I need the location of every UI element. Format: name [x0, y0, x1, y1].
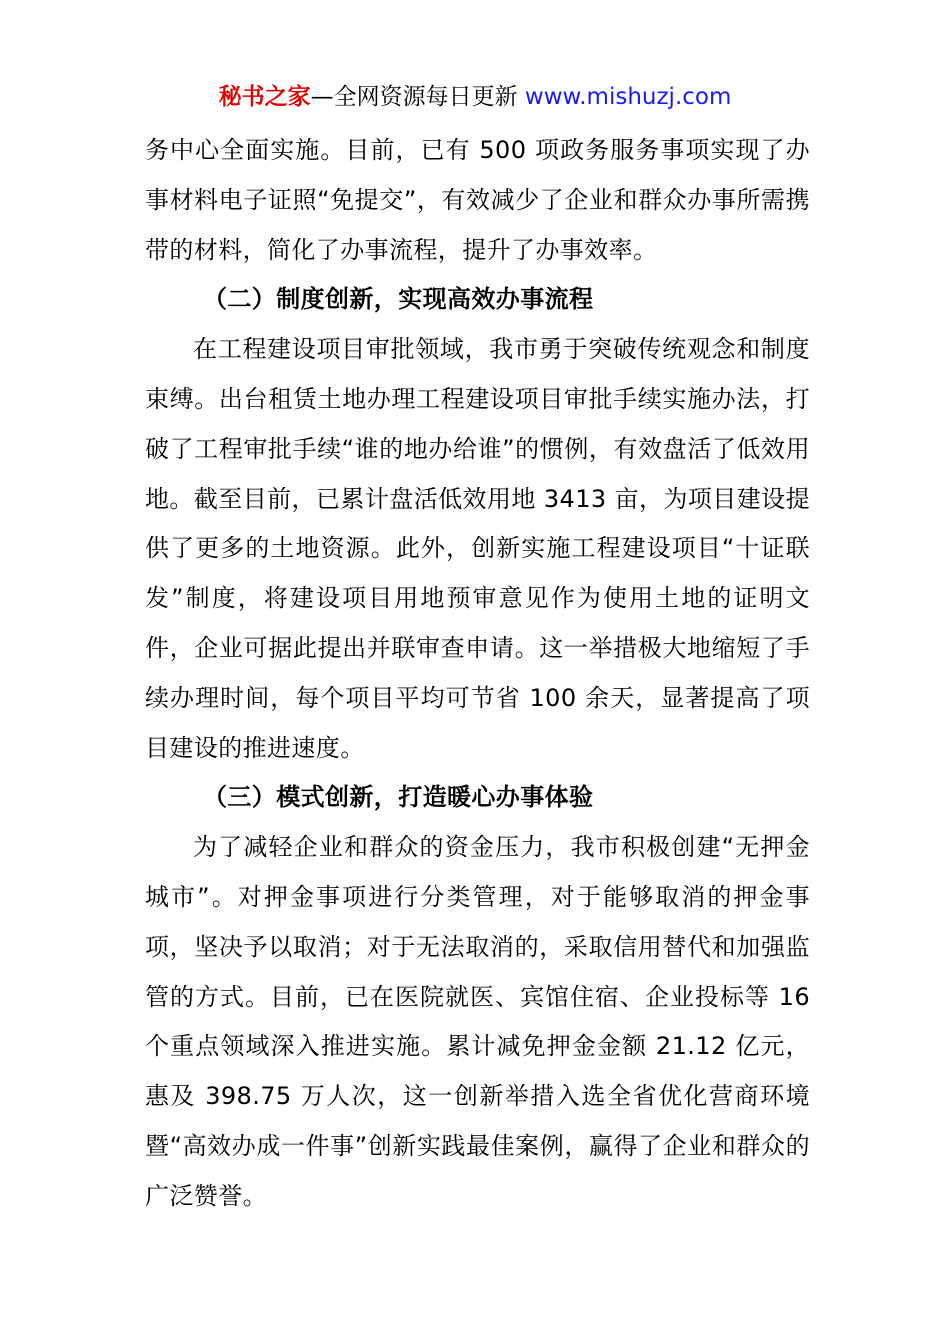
section-heading-2: （二）制度创新，实现高效办事流程	[203, 285, 594, 314]
section-heading-3: （三）模式创新，打造暖心办事体验	[203, 783, 594, 812]
paragraph-continuation: 务中心全面实施。目前，已有 500 项政务服务事项实现了办事材料电子证照“免提交”，有效减少了企业和群众办事所需携带的材料，简化了办事流程，提升了办事效率。	[145, 136, 810, 264]
site-brand: 秘书之家	[218, 84, 311, 110]
site-header	[0, 80, 950, 114]
paragraph-model-innovation: 为了减轻企业和群众的资金压力，我市积极创建“无押金城市”。对押金事项进行分类管理，对于能够取消的押金事项，坚决予以取消；对于无法取消的，采取信用替代和加强监管的方式。目前，已在医院就医、宾馆住宿、企业投标等 16 个重点领域深入推进实施。累计减免押金金额 21.12 亿元，惠及 398.75 万人次，这一创新举措入选全省优化营商环境暨“高效办成一件事”创新实践最佳案例，赢得了企业和群众的广泛赞誉。	[145, 833, 810, 1210]
site-tagline: —全网资源每日更新	[310, 84, 518, 110]
site-url-link[interactable]: www.mishuzj.com	[524, 84, 732, 110]
paragraph-institutional-innovation: 在工程建设项目审批领域，我市勇于突破传统观念和制度束缚。出台租赁土地办理工程建设项目审批手续实施办法，打破了工程审批手续“谁的地办给谁”的惯例，有效盘活了低效用地。截至目前，已累计盘活低效用地 3413 亩，为项目建设提供了更多的土地资源。此外，创新实施工程建设项目“十证联发”制度，将建设项目用地预审意见作为使用土地的证明文件，企业可据此提出并联审查申请。这一举措极大地缩短了手续办理时间，每个项目平均可节省 100 余天，显著提高了项目建设的推进速度。	[145, 335, 810, 762]
document-body	[145, 126, 810, 1222]
